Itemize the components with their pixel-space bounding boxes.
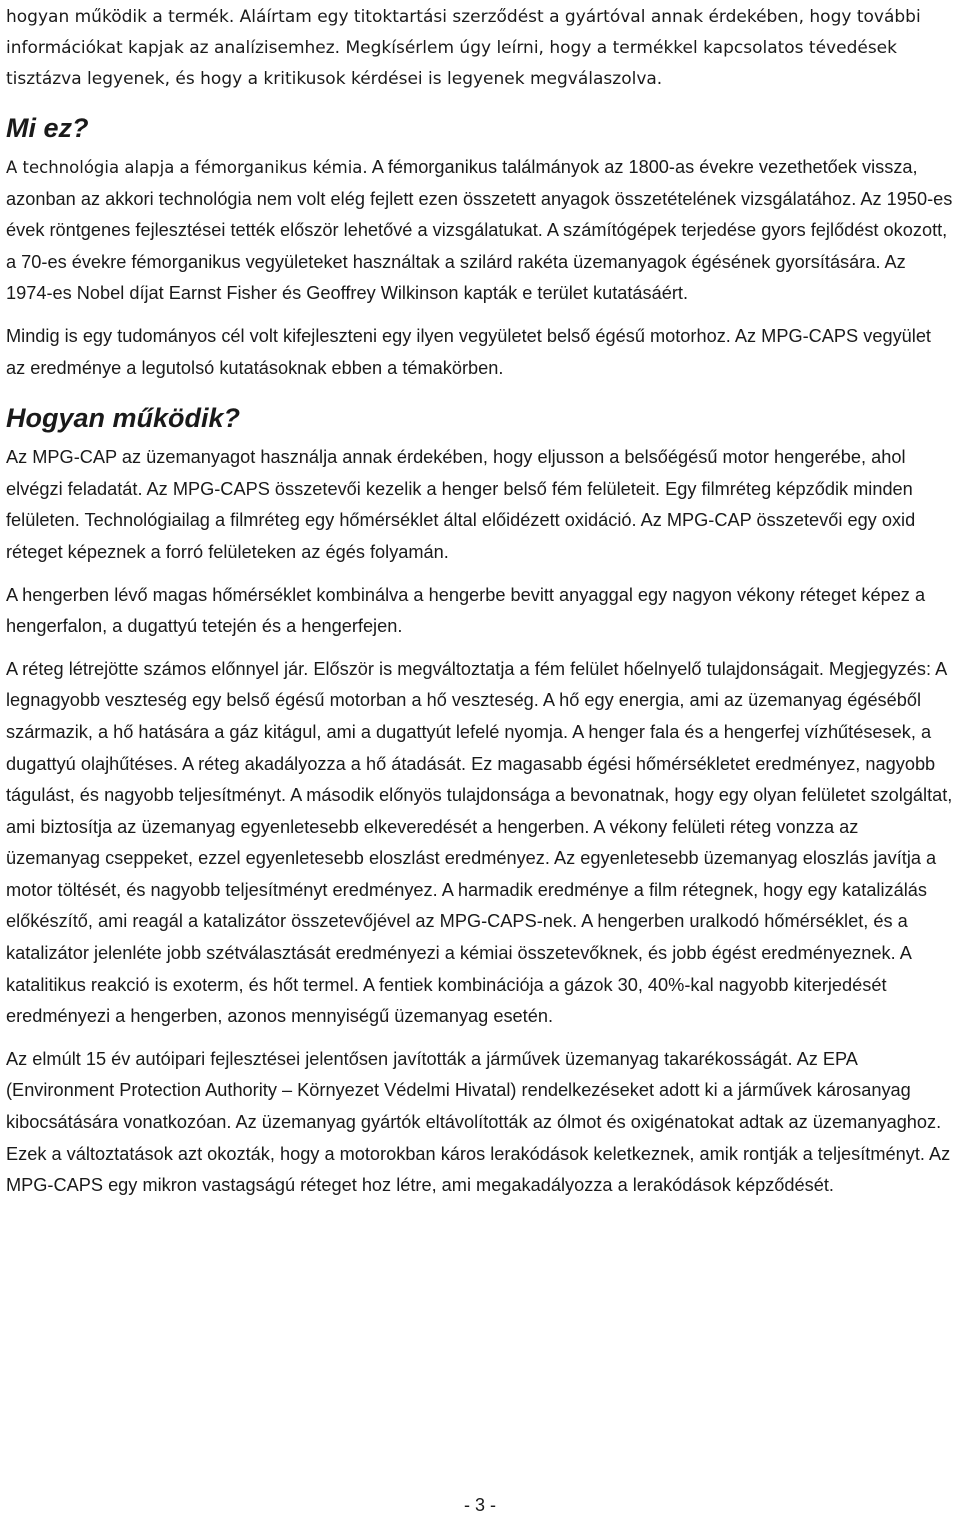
section-how-paragraph-4: Az elmúlt 15 év autóipari fejlesztései jelentősen javították a járművek üzemanyag takarékosságát. Az EPA (Environment Protection Authority – Környezet Védelmi Hivatal) rendelkezéseket adott ki a járművek károsanyag kibocsátására vonatkozóan. Az üzemanyag gyártók eltávolították az ólmot és oxigénatokat adtak az üzemanyaghoz. Ezek a változtatások azt okozták, hogy a motorokban káros lerakódások keletkeznek, amik rontják a teljesítményt. Az MPG-CAPS egy mikron vastagságú réteget hoz létre, ami megakadályozza a lerakódások képződését. bbox=[6, 1048, 951, 1196]
section-what-paragraph-1 bbox=[6, 152, 954, 310]
paragraph-lead-sentence: A technológia alapja a fémorganikus kémia. bbox=[6, 158, 368, 177]
intro-paragraph: hogyan működik a termék. Aláírtam egy titoktartási szerződést a gyártóval annak érdekében, hogy további információkat kapjak az analízisemhez. Megkísérlem úgy leírni, hogy a termékkel kapcsolatos tévedések tisztázva legyenek, és hogy a kritikusok kérdései is legyenek megválaszolva. bbox=[6, 7, 921, 89]
section-heading-how: Hogyan működik? bbox=[6, 403, 241, 434]
section-how-paragraph-3: A réteg létrejötte számos előnnyel jár. Először is megváltoztatja a fém felület hőelnyelő tulajdonságait. Megjegyzés: A legnagyobb veszteség egy belső égésű motorban a hő veszteség. A hő egy energia, ami az üzemanyag égéséből származik, a hő hatására a gáz kitágul, ami a dugattyút lefelé nyomja. A henger fala és a hengerfej vízhűtésesek, a dugattyú olajhűtéses. A réteg akadályozza a hő átadását. Ez magasabb égési hőmérsékletet eredményez, nagyobb tágulást, és nagyobb teljesítményt. A második előnyös tulajdonsága a bevonatnak, hogy egy olyan felületet szolgáltat, ami biztosítja az üzemanyag egyenletesebb elkeveredését a hengerben. A vékony felületi réteg vonzza az üzemanyag cseppeket, ezzel egyenletesebb eloszlást eredményez. Az egyenletesebb üzemanyag eloszlás javítja a motor töltését, és nagyobb teljesítményt eredményez. A harmadik eredménye a film rétegnek, hogy egy katalizálás előkészítő, ami reagál a katalizátor összetevőjével az MPG-CAPS-nek. A hengerben uralkodó hőmérséklet, és a katalizátor jelenléte jobb szétválasztását eredményezi a kémiai összetevőknek, és jobb égést eredményeznek. A katalitikus reakció is exoterm, és hőt termel. A fentiek kombinációja a gázok 30, 40%-kal nagyobb kiterjedését eredményezi a hengerben, azonos mennyiségű üzemanyag esetén. bbox=[6, 658, 953, 1027]
paragraph-body-text: A fémorganikus találmányok az 1800-as évekre vezethetőek vissza, azonban az akkori technológia nem volt elég fejlett ezen összetett anyagok összetételének vizsgálatához. Az 1950-es évek röntgenes fejlesztései tették először lehetővé a vizsgálatukat. A számítógépek terjedése gyors fejlődést okozott, a 70-es évekre fémorganikus vegyületeket használtak a szilárd rakéta üzemanyagok égésének gyorsítására. Az 1974-es Nobel díjat Earnst Fisher és Geoffrey Wilkinson kapták e terület kutatásáért. bbox=[6, 157, 953, 304]
section-heading-what: Mi ez? bbox=[6, 113, 89, 143]
section-how-paragraph-2: A hengerben lévő magas hőmérséklet kombinálva a hengerbe bevitt anyaggal egy nagyon vékony réteget képez a hengerfalon, a dugattyú tetején és a hengerfejen. bbox=[6, 584, 926, 637]
section-what-paragraph-2: Mindig is egy tudományos cél volt kifejleszteni egy ilyen vegyületet belső égésű motorhoz. Az MPG-CAPS vegyület az eredménye a legutolsó kutatásoknak ebben a témakörben. bbox=[6, 325, 931, 378]
page-number: - 3 - bbox=[463, 1495, 496, 1515]
document-page bbox=[6, 0, 954, 1202]
section-how-paragraph-1: Az MPG-CAP az üzemanyagot használja annak érdekében, hogy eljusson a belsőégésű motor hengerébe, ahol elvégzi feladatát. Az MPG-CAPS összetevői kezelik a henger belső fém felületeit. Egy filmréteg képződik minden felületen. Technológiailag a filmréteg egy hőmérséklet által előidézett oxidáció. Az MPG-CAP összetevői egy oxid réteget képeznek a forró felületeken az égés folyamán. bbox=[6, 447, 916, 562]
